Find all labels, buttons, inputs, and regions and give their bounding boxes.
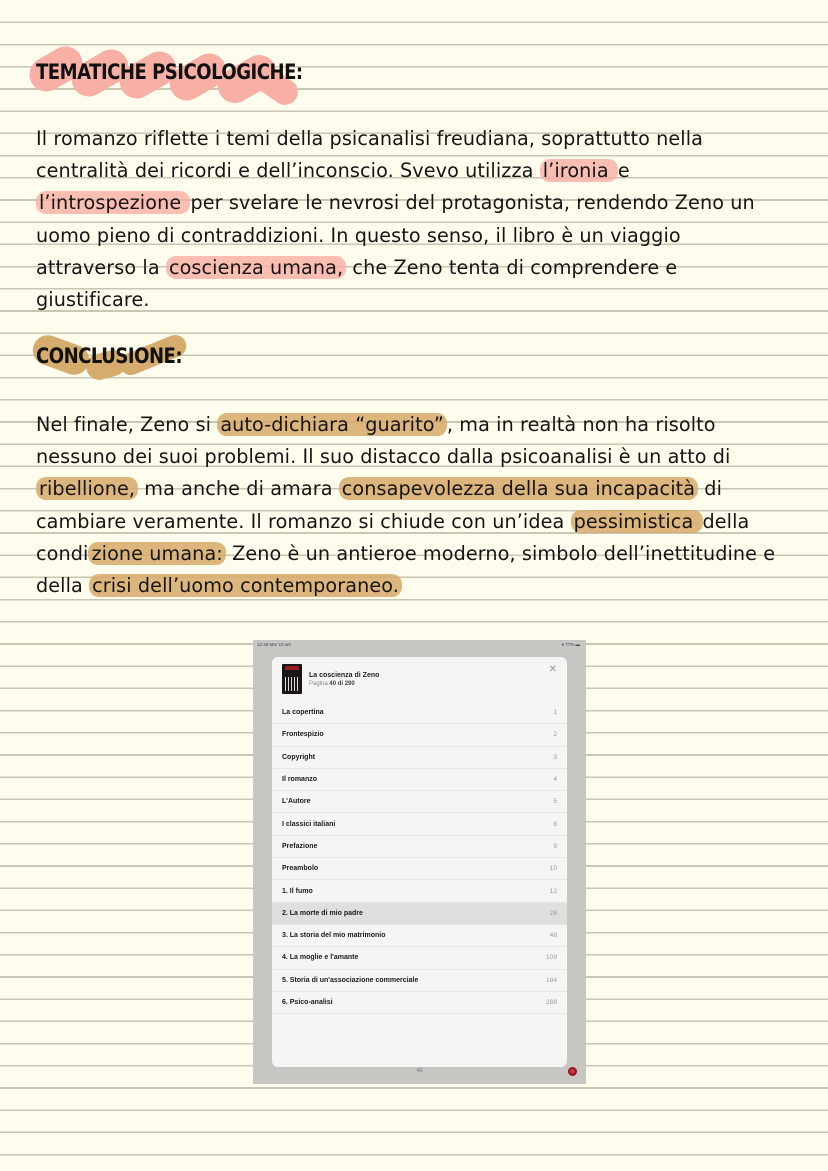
book-header: [282, 664, 559, 696]
book-cover-icon: [282, 664, 302, 694]
toc-item-title: Copyright: [282, 753, 316, 761]
toc-item-page: 109: [545, 954, 557, 962]
status-bar: [257, 642, 580, 650]
paragraph-line: [36, 220, 816, 252]
status-battery: ▾ 77% ▬: [561, 642, 580, 647]
highlighted-text: coscienza umana,: [166, 256, 346, 279]
text-run: della: [702, 509, 750, 533]
toc-item[interactable]: [272, 747, 567, 769]
text-run: Zeno è un antieroe moderno, simbolo dell’inettitudine e: [225, 541, 776, 565]
toc-item-page: 8: [553, 820, 557, 828]
bookmark-icon[interactable]: [568, 1067, 577, 1076]
paragraph-line: [36, 155, 816, 187]
toc-item-title: Preambolo: [282, 865, 319, 873]
book-page-indicator: Pagina 40 di 290: [309, 681, 355, 687]
toc-item[interactable]: [272, 970, 567, 992]
text-run: della: [36, 573, 90, 597]
toc-item-page: 184: [545, 976, 557, 984]
paragraph-line: [36, 570, 816, 602]
toc-item-page: 5: [553, 798, 557, 806]
toc-item-title: 1. Il fumo: [282, 887, 313, 895]
toc-item-page: 9: [553, 842, 557, 850]
toc-item[interactable]: [272, 925, 567, 947]
toc-item-title: I classici italiani: [282, 820, 336, 828]
toc-item[interactable]: [272, 903, 567, 925]
toc-item[interactable]: [272, 724, 567, 746]
toc-item-title: L'Autore: [282, 798, 311, 806]
text-run: Il romanzo riflette i temi della psicanalisi freudiana, soprattutto nella: [36, 127, 703, 150]
paragraph-psychological-themes: [36, 123, 816, 316]
toc-item-page: 3: [553, 753, 557, 761]
paragraph-line: [36, 123, 816, 155]
text-run: nessuno dei suoi problemi. Il suo distacco dalla psicoanalisi è un atto di: [36, 445, 731, 469]
highlighted-text: zione umana:: [88, 542, 225, 565]
paragraph-line: [36, 473, 816, 505]
paragraph-line: [36, 187, 816, 219]
toc-item[interactable]: [272, 702, 567, 724]
text-run: condi: [36, 541, 89, 565]
toc-item-page: 12: [549, 887, 557, 895]
paragraph-line: [36, 252, 816, 284]
toc-item-page: 4: [553, 776, 557, 784]
toc-item[interactable]: [272, 858, 567, 880]
table-of-contents-sheet: [272, 657, 567, 1067]
text-run: , ma in realtà non ha risolto: [446, 413, 716, 436]
text-run: che Zeno tenta di comprendere e: [346, 255, 678, 279]
text-run: e: [617, 159, 630, 183]
highlighted-text: crisi dell’uomo contemporaneo.: [89, 574, 402, 597]
toc-item-title: Frontespizio: [282, 731, 324, 739]
toc-item[interactable]: [272, 813, 567, 835]
toc-item-title: 6. Psico-analisi: [282, 999, 333, 1006]
section-heading-conclusion: CONCLUSIONE:: [36, 344, 183, 368]
toc-item-title: Prefazione: [282, 842, 318, 850]
toc-item-title: 2. La morte di mio padre: [282, 909, 363, 917]
text-run: ma anche di amara: [138, 477, 339, 501]
toc-item[interactable]: [272, 769, 567, 791]
toc-item[interactable]: [272, 880, 567, 902]
paragraph-line: [36, 506, 816, 538]
paragraph-conclusion: [36, 409, 816, 602]
highlighted-text: pessimistica: [571, 510, 703, 533]
toc-item[interactable]: [272, 947, 567, 969]
text-run: centralità dei ricordi e dell’inconscio. Svevo utilizza: [36, 159, 540, 183]
text-run: attraverso la: [36, 255, 166, 279]
toc-item-page: 268: [545, 999, 557, 1006]
close-icon[interactable]: ✕: [548, 664, 557, 675]
toc-item-title: 3. La storia del mio matrimonio: [282, 932, 386, 940]
highlighted-text: auto-dichiara “guarito”: [217, 413, 447, 436]
paragraph-line: [36, 409, 816, 441]
highlighted-text: ribellione,: [36, 477, 138, 500]
highlighted-text: l’introspezione: [36, 191, 190, 214]
toc-item-title: 5. Storia di un'associazione commerciale: [282, 976, 419, 984]
toc-item[interactable]: [272, 791, 567, 813]
highlighted-text: l’ironia: [540, 159, 618, 182]
text-run: giustificare.: [36, 287, 150, 311]
text-run: per svelare le nevrosi del protagonista, rendendo Zeno un: [190, 191, 755, 215]
toc-item-page: 10: [549, 865, 557, 873]
text-run: cambiare veramente. Il romanzo si chiude con un’idea: [36, 509, 571, 533]
embedded-ipad-screenshot: [253, 640, 586, 1084]
toc-item-title: Il romanzo: [282, 776, 318, 784]
section-heading-psychological-themes: TEMATICHE PSICOLOGICHE:: [36, 60, 303, 84]
toc-item-title: 4. La moglie e l'amante: [282, 954, 359, 962]
book-title: La coscienza di Zeno: [309, 672, 380, 679]
toc-item-title: La copertina: [282, 709, 324, 717]
toc-item[interactable]: [272, 992, 567, 1014]
toc-item-page: 28: [549, 909, 557, 917]
toc-item[interactable]: [272, 836, 567, 858]
toc-list: [272, 702, 567, 1014]
text-run: Nel finale, Zeno si: [36, 413, 218, 436]
toc-item-page: 2: [553, 731, 557, 739]
status-time: 12:49 Mar 10 set: [257, 642, 291, 647]
toc-item-page: 48: [549, 932, 557, 940]
text-run: uomo pieno di contraddizioni. In questo senso, il libro è un viaggio: [36, 223, 681, 247]
paragraph-line: [36, 538, 816, 570]
paragraph-line: [36, 441, 816, 473]
toc-item-page: 1: [553, 709, 557, 717]
paragraph-line: [36, 284, 816, 316]
current-page-number: 40: [416, 1068, 423, 1074]
text-run: di: [698, 477, 723, 501]
highlighted-text: consapevolezza della sua incapacità: [339, 477, 698, 500]
